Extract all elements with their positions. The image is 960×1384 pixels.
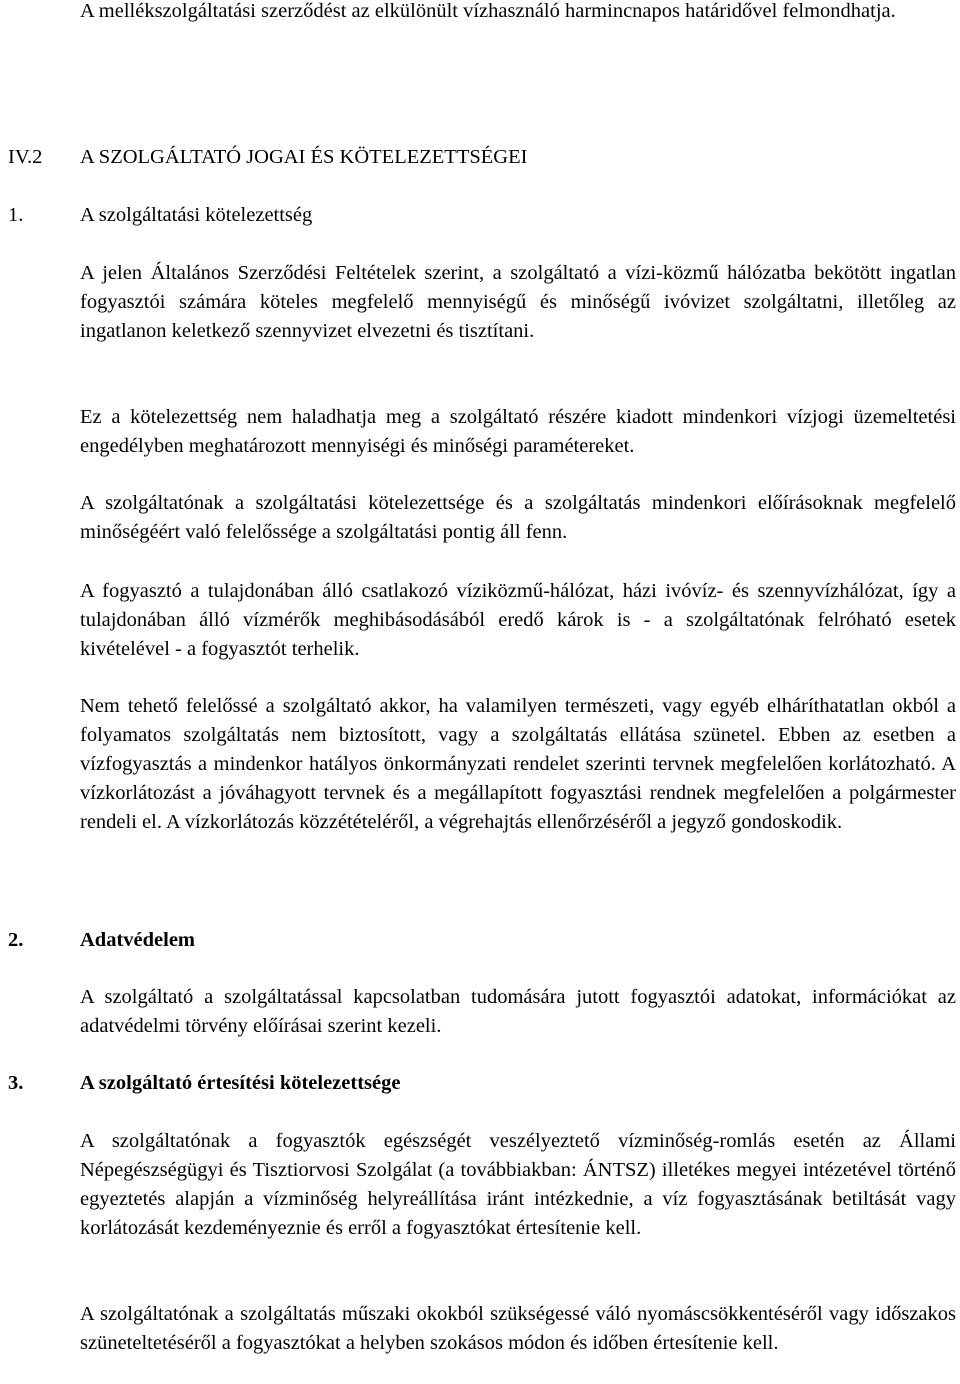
section-1-title: A szolgáltatási kötelezettség	[80, 204, 313, 226]
section-2-paragraph-1: A szolgáltató a szolgáltatással kapcsolatban tudomására jutott fogyasztói adatokat, információkat az adatvédelmi törvény előírásai szerint kezeli.	[80, 986, 956, 1037]
section-2-number: 2.	[8, 929, 24, 951]
section-3-title: A szolgáltató értesítési kötelezettsége	[80, 1072, 401, 1094]
section-iv2-number: IV.2	[8, 146, 43, 168]
intro-paragraph: A mellékszolgáltatási szerződést az elkülönült vízhasználó harmincnapos határidővel felmondhatja.	[80, 0, 896, 22]
section-1-number: 1.	[8, 204, 24, 226]
section-1-paragraph-4: A fogyasztó a tulajdonában álló csatlakozó víziközmű-hálózat, házi ivóvíz- és szennyvízhálózat, így a tulajdonában álló vízmérők meghibásodásából eredő károk is - a szolgáltatónak felróható esetek kivételével - a fogyasztót terhelik.	[80, 580, 956, 660]
section-3-paragraph-1: A szolgáltatónak a fogyasztók egészségét veszélyeztető vízminőség-romlás esetén az Állami Népegészségügyi és Tisztiorvosi Szolgálat (a továbbiakban: ÁNTSZ) illetékes megyei intézetével történő egyeztetés alapján a vízminőség helyreállítása iránt intézkednie, a víz fogyasztásának betiltását vagy korlátozását kezdeményeznie és erről a fogyasztókat értesítenie kell.	[80, 1130, 956, 1239]
section-2-title: Adatvédelem	[80, 929, 196, 951]
section-iv2-title: A SZOLGÁLTATÓ JOGAI ÉS KÖTELEZETTSÉGEI	[80, 146, 528, 168]
section-1-paragraph-3: A szolgáltatónak a szolgáltatási kötelezettsége és a szolgáltatás mindenkori előírásoknak megfelelő minőségéért való felelőssége a szolgáltatási pontig áll fenn.	[80, 492, 956, 543]
section-1-paragraph-1: A jelen Általános Szerződési Feltételek szerint, a szolgáltató a vízi-közmű hálózatba bekötött ingatlan fogyasztói számára köteles megfelelő mennyiségű és minőségű ivóvizet szolgáltatni, illetőleg az ingatlanon keletkező szennyvizet elvezetni és tisztítani.	[80, 262, 956, 342]
section-1-paragraph-5: Nem tehető felelőssé a szolgáltató akkor, ha valamilyen természeti, vagy egyéb elháríthatatlan okból a folyamatos szolgáltatás nem biztosított, vagy a szolgáltatás ellátása szünetel. Ebben az esetben a vízfogyasztás a mindenkor hatályos önkormányzati rendelet szerinti tervnek megfelelően korlátozható. A vízkorlátozást a jóváhagyott tervnek és a megállapított fogyasztási rendnek megfelelően a polgármester rendeli el. A vízkorlátozás közzétételéről, a végrehajtás ellenőrzéséről a jegyző gondoskodik.	[80, 695, 956, 833]
section-1-paragraph-2: Ez a kötelezettség nem haladhatja meg a szolgáltató részére kiadott mindenkori vízjogi üzemeltetési engedélyben meghatározott mennyiségi és minőségi paramétereket.	[80, 406, 956, 457]
section-3-paragraph-2: A szolgáltatónak a szolgáltatás műszaki okokból szükségessé váló nyomáscsökkentéséről vagy időszakos szüneteltetéséről a fogyasztókat a helyben szokásos módon és időben értesítenie kell.	[80, 1303, 956, 1354]
section-3-number: 3.	[8, 1072, 24, 1094]
